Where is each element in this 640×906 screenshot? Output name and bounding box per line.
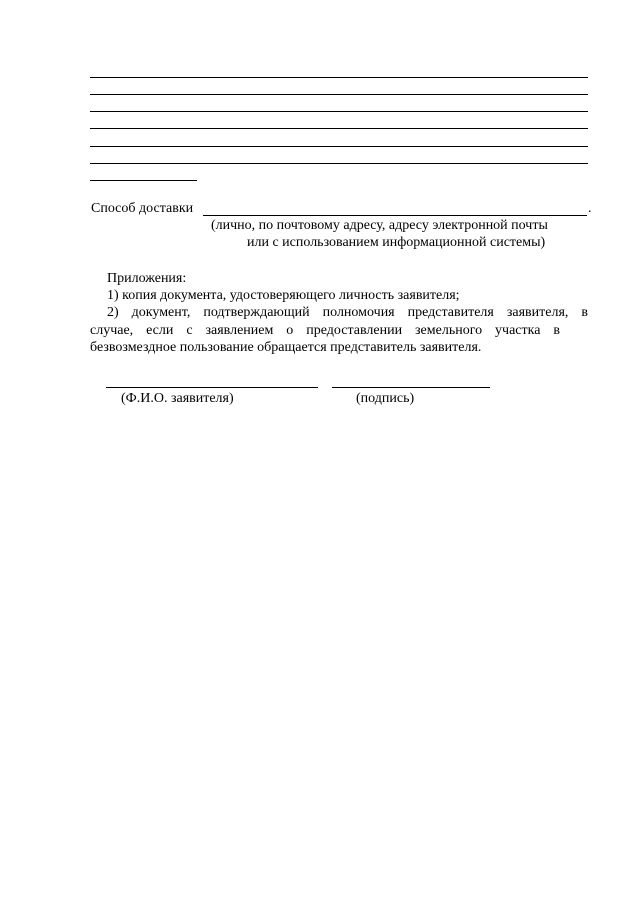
- delivery-field[interactable]: [203, 215, 587, 216]
- blank-line-5[interactable]: [90, 146, 588, 147]
- signature-caption: (подпись): [356, 391, 415, 406]
- blank-line-2[interactable]: [90, 94, 588, 95]
- blank-line-3[interactable]: [90, 111, 588, 112]
- blank-line-4[interactable]: [90, 128, 588, 129]
- attachments-heading: Приложения:: [107, 271, 187, 286]
- blank-line-6[interactable]: [90, 163, 588, 164]
- delivery-hint-line1: (лично, по почтовому адресу, адресу электронной почты: [211, 218, 548, 233]
- attachment-item-2-line2: случае, если с заявлением о предоставлении земельного участка в: [90, 323, 560, 338]
- blank-line-7-short[interactable]: [90, 180, 197, 181]
- signature-field[interactable]: [332, 387, 490, 388]
- delivery-hint-line2: или с использованием информационной системы): [247, 235, 546, 250]
- delivery-label: Способ доставки: [91, 201, 194, 216]
- attachment-item-1: 1) копия документа, удостоверяющего личность заявителя;: [107, 288, 460, 303]
- applicant-name-field[interactable]: [106, 387, 318, 388]
- delivery-end-mark: .: [588, 201, 592, 216]
- attachment-item-2-line3: безвозмездное пользование обращается представитель заявителя.: [90, 340, 482, 355]
- blank-line-1[interactable]: [90, 77, 588, 78]
- attachment-item-2-line1: 2) документ, подтверждающий полномочия представителя заявителя, в: [107, 305, 588, 320]
- applicant-name-caption: (Ф.И.О. заявителя): [121, 391, 234, 406]
